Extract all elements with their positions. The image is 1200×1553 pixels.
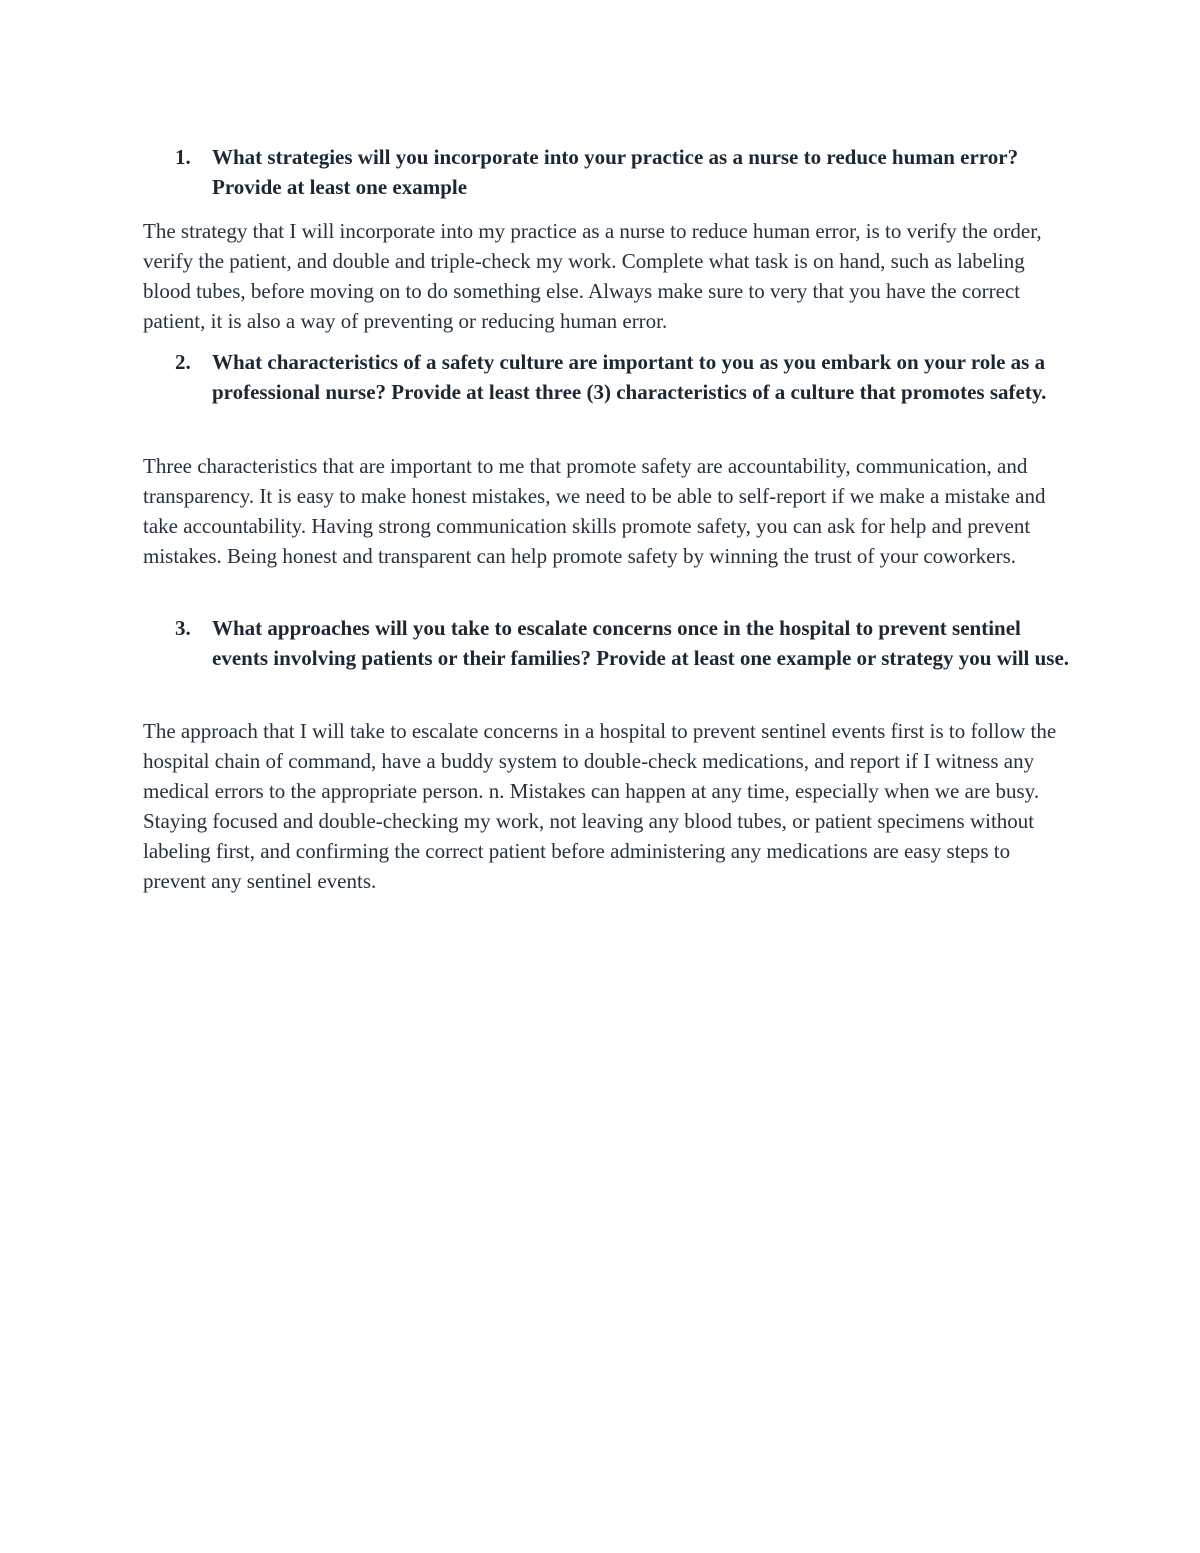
question-number: 3. (175, 616, 191, 640)
question-number: 1. (175, 145, 191, 169)
question-text: What strategies will you incorporate into your practice as a nurse to reduce human error? Provide at least one example (212, 145, 1019, 199)
answer-3: The approach that I will take to escalate concerns in a hospital to prevent sentinel events first is to follow the hospital chain of command, have a buddy system to double-check medications, and report if I witness any medical errors to the appropriate person. n. Mistakes can happen at any time, especially when we are busy. Staying focused and double-checking my work, not leaving any blood tubes, or patient specimens without labeling first, and confirming the correct patient before administering any medications are easy steps to prevent any sentinel events. (143, 719, 1057, 893)
question-text: What characteristics of a safety culture are important to you as you embark on your role as a professional nurse? Provide at least three (3) characteristics of a culture that promotes safety. (212, 350, 1047, 404)
question-2 (175, 347, 1075, 407)
question-3 (175, 613, 1075, 673)
question-text: What approaches will you take to escalate concerns once in the hospital to prevent sentinel events involving patients or their families? Provide at least one example or strategy you will use. (212, 616, 1070, 670)
question-1 (175, 142, 1075, 202)
answer-1: The strategy that I will incorporate into my practice as a nurse to reduce human error, is to verify the order, verify the patient, and double and triple-check my work. Complete what task is on hand, such as labeling blood tubes, before moving on to do something else. Always make sure to very that you have the correct patient, it is also a way of preventing or reducing human error. (143, 219, 1042, 333)
answer-2: Three characteristics that are important to me that promote safety are accountability, communication, and transparency. It is easy to make honest mistakes, we need to be able to self-report if we make a mistake and take accountability. Having strong communication skills promote safety, you can ask for help and prevent mistakes. Being honest and transparent can help promote safety by winning the trust of your coworkers. (143, 454, 1046, 568)
question-number: 2. (175, 350, 191, 374)
